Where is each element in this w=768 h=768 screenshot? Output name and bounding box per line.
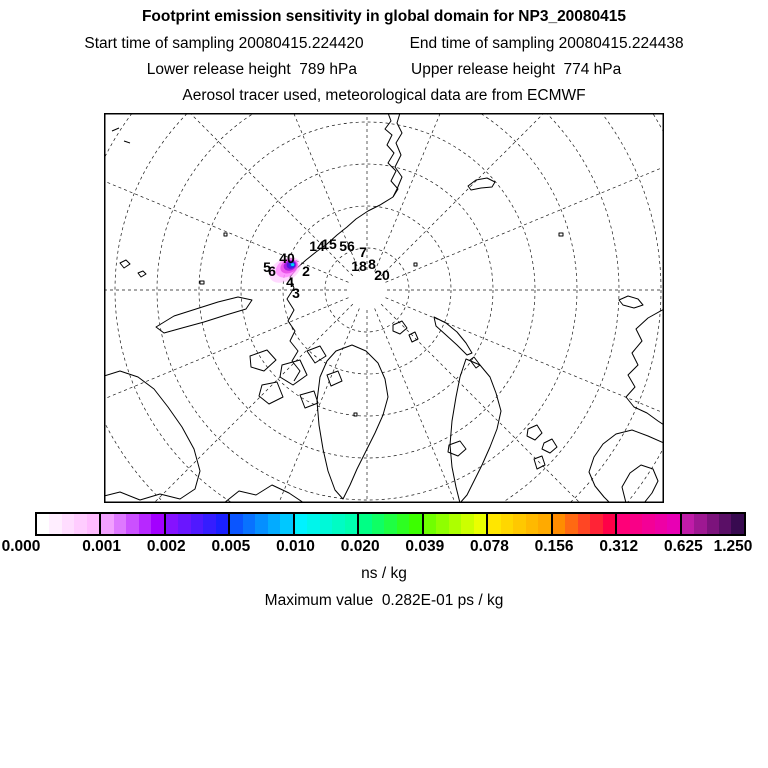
trajectory-label: 40 [279,250,295,266]
colorbar-cell [295,514,307,534]
trajectory-label: 56 [339,238,355,254]
meridian-line [385,125,664,282]
release-heights-line [0,61,768,79]
colorbar-segment [228,514,292,534]
colorbar-cell [655,514,667,534]
sampling-times-line [0,35,768,53]
units-label: ns / kg [361,565,407,582]
colorbar-cell [694,514,706,534]
colorbar-segment [680,514,744,534]
colorbar-segment [486,514,550,534]
trajectory-label: 18 [351,258,367,274]
colorbar-cell [151,514,163,534]
coastline-segment [200,233,563,416]
upper-release-text: Upper release height 774 hPa [411,61,622,78]
meridian-line [381,113,664,276]
colorbar-cell [488,514,500,534]
colorbar-tick-label: 0.078 [470,538,509,555]
figure-title: Footprint emission sensitivity in global domain for NP3_20080415 [141,8,627,25]
lower-release-text: Lower release height 789 hPa [146,61,357,78]
polar-map [104,113,664,503]
map-border [105,114,664,503]
colorbar-segment [99,514,163,534]
coastline-segment [317,345,388,499]
colorbar-cell [617,514,629,534]
colorbar-cell [461,514,473,534]
colorbar-cell [553,514,565,534]
trajectory-label: 20 [374,267,390,283]
colorbar-tick-label: 0.020 [340,538,380,555]
colorbar-cell [565,514,577,534]
colorbar-segment [37,514,99,534]
coastline-segment [156,297,252,333]
colorbar-cell [320,514,332,534]
colorbar-cell [642,514,654,534]
colorbar-ticks [0,538,768,556]
colorbar-tick-label: 0.312 [599,538,639,555]
colorbar-cell [667,514,679,534]
trajectory-label: 6 [268,263,276,279]
tracer-info-line: Aerosol tracer used, meteorological data are from ECMWF [182,87,586,104]
trajectory-label: 3 [292,285,300,301]
colorbar [35,512,746,536]
coastline-segment [138,271,146,277]
colorbar-cell [126,514,138,534]
colorbar-segment [164,514,228,534]
coastline-segment [409,332,418,342]
coastline-segment [619,296,643,308]
trajectory-label: 2 [302,263,310,279]
map-panel [104,113,664,503]
coastline-segment [527,425,542,440]
colorbar-cell [603,514,615,534]
meridian-line [381,304,664,503]
colorbar-cell [49,514,61,534]
colorbar-cell [114,514,126,534]
latitude-circle [104,113,661,503]
colorbar-segment [615,514,679,534]
colorbar-cell [707,514,719,534]
colorbar-cell [332,514,344,534]
colorbar-cell [630,514,642,534]
coastline-segment [542,439,557,453]
colorbar-cell [359,514,371,534]
colorbar-tick-label: 0.000 [1,538,41,555]
coastline-segment [626,309,664,425]
colorbar-cell [216,514,228,534]
colorbar-tick-label: 0.010 [276,538,315,555]
colorbar-cell [255,514,267,534]
coastlines [104,113,664,503]
coastline-segment [120,260,130,268]
colorbar-cell [682,514,694,534]
coastline-segment [250,350,276,371]
colorbar-cell [230,514,242,534]
colorbar-cell [166,514,178,534]
colorbar-cell [424,514,436,534]
coastline-segment [434,317,472,355]
colorbar-cell [62,514,74,534]
colorbar-cell [191,514,203,534]
trajectory-label: 15 [321,236,337,252]
colorbar-tick-label: 0.005 [211,538,251,555]
latitude-circle [104,113,664,503]
colorbar-segment [422,514,486,534]
colorbar-cell [578,514,590,534]
colorbar-cell [280,514,292,534]
coastline-segment [112,128,130,143]
meridian-line [375,113,532,272]
trajectory-label: 4 [286,274,294,290]
coastline-segment [622,465,658,503]
colorbar-cell [37,514,49,534]
colorbar-tick-label: 0.002 [146,538,186,555]
colorbar-tick-label: 0.625 [663,538,703,555]
colorbar-cell [449,514,461,534]
colorbar-cell [513,514,525,534]
colorbar-segment [551,514,615,534]
colorbar-cell [719,514,731,534]
meridian-line [202,308,359,503]
colorbar-cell [345,514,357,534]
start-time-text: Start time of sampling 20080415.224420 [84,35,364,52]
trajectory-label: 7 [359,244,367,260]
colorbar-cell [731,514,743,534]
colorbar-cell [101,514,113,534]
colorbar-cell [501,514,513,534]
coastline-segment [385,113,398,197]
colorbar-tick-label: 0.001 [82,538,122,555]
coastline-segment [327,371,342,386]
colorbar-cell [538,514,550,534]
meridian-line [385,298,664,455]
colorbar-cell [243,514,255,534]
coastline-segment [104,371,200,500]
colorbar-cell [474,514,486,534]
colorbar-segment [357,514,421,534]
colorbar-cell [397,514,409,534]
latitude-circle [325,248,409,332]
colorbar-cell [87,514,99,534]
coastline-segment [300,391,318,408]
colorbar-cell [372,514,384,534]
colorbar-cell [139,514,151,534]
colorbar-cell [526,514,538,534]
colorbar-tick-label: 1.250 [713,538,753,555]
meridian-line [104,125,349,282]
coastline-segment [259,382,283,404]
trajectory-label: 14 [309,238,325,254]
graticule-grid [104,113,664,503]
trajectory-label: 5 [263,259,271,275]
colorbar-cell [307,514,319,534]
meridian-line [104,298,349,455]
colorbar-cell [409,514,421,534]
colorbar-cell [384,514,396,534]
end-time-text: End time of sampling 20080415.224438 [409,35,684,52]
colorbar-cell [436,514,448,534]
colorbar-tick-label: 0.039 [405,538,445,555]
colorbar-tick-label: 0.156 [534,538,574,555]
max-value-label: Maximum value 0.282E-01 ps / kg [264,592,504,609]
coastline-segment [307,346,326,363]
trajectory-label: 8 [368,256,376,272]
coastline-segment [468,178,495,190]
colorbar-cell [590,514,602,534]
colorbar-cell [178,514,190,534]
coastline-segment [224,485,304,503]
colorbar-segment [293,514,357,534]
colorbar-cell [268,514,280,534]
colorbar-cell [74,514,86,534]
colorbar-cell [203,514,215,534]
